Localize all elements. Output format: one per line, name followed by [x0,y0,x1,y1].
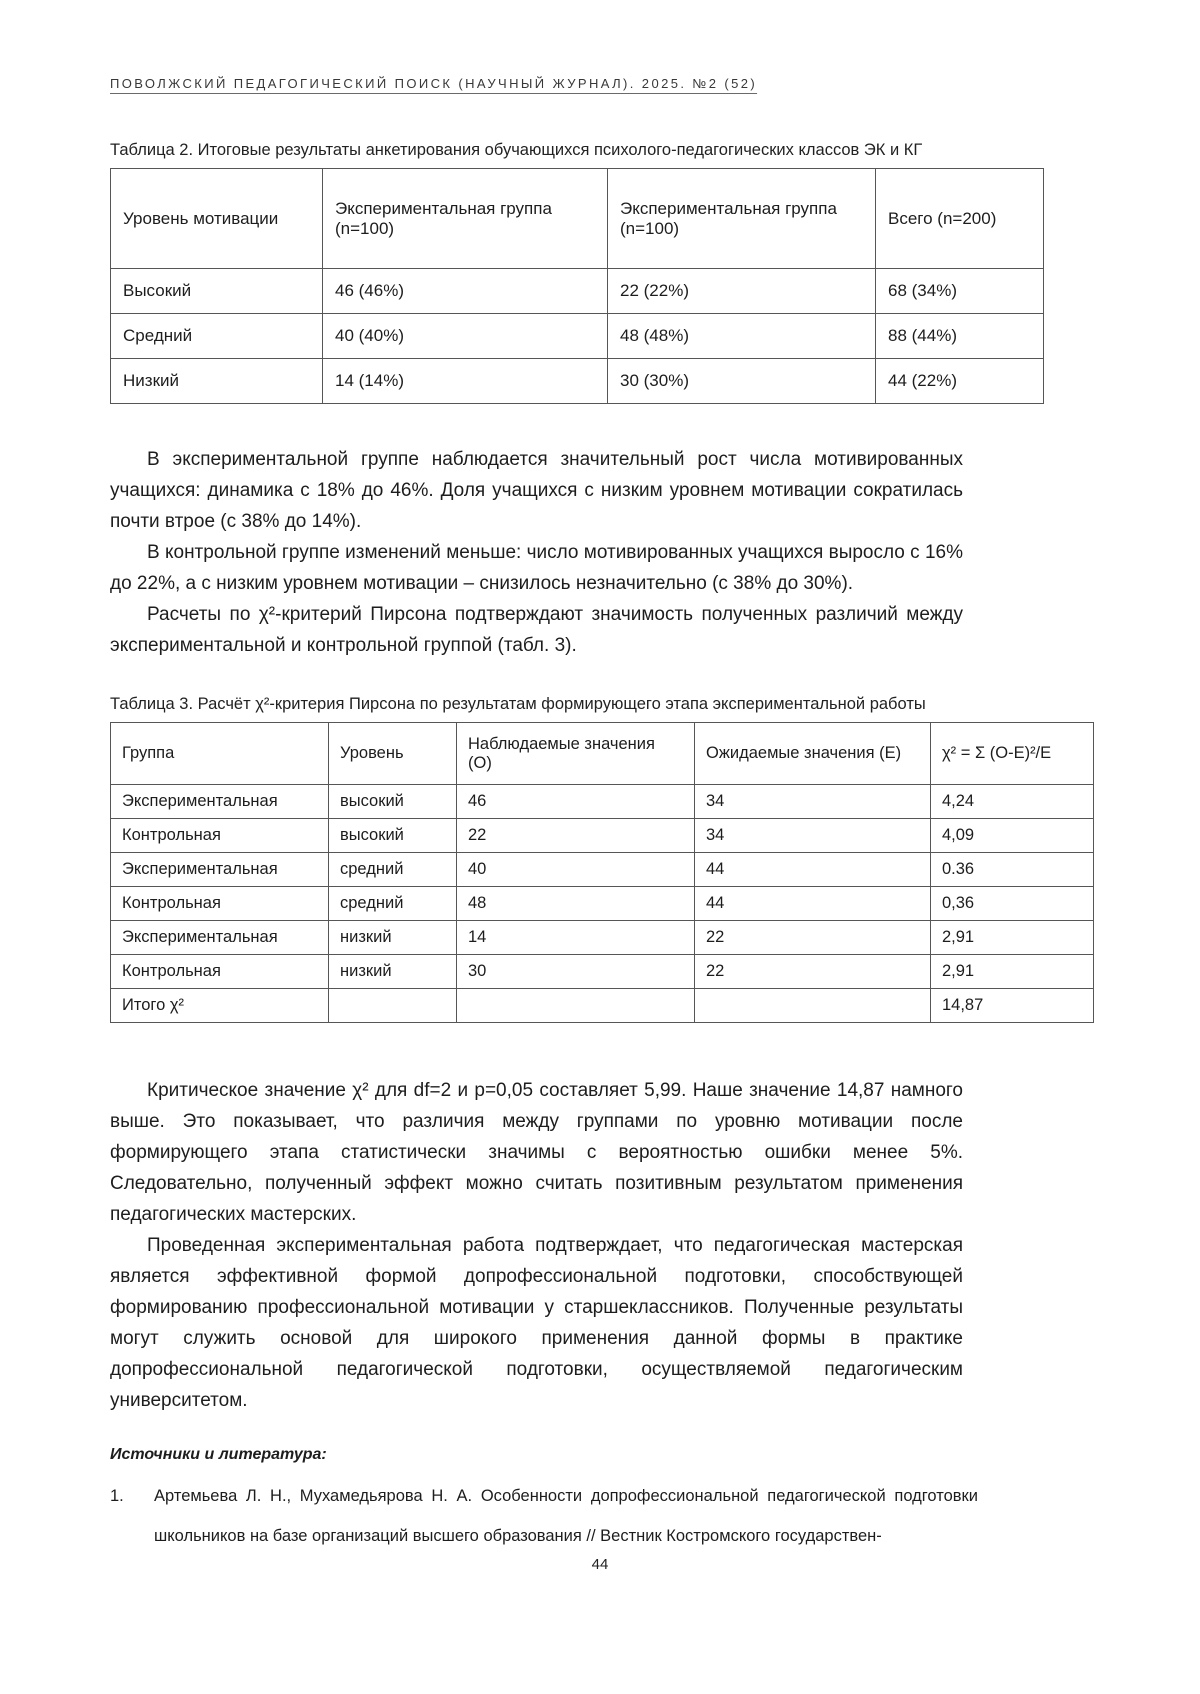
table-cell: низкий [329,955,457,989]
table2-header [111,169,1044,269]
paragraph: В контрольной группе изменений меньше: число мотивированных учащихся выросло с 16% до 22%, а с низким уровнем мотивации – снизилось незначительно (с 38% до 30%). [110,542,963,594]
table-cell: 44 [695,887,931,921]
table3-header-level: Уровень [329,723,457,785]
table-cell: Низкий [111,359,323,404]
table-cell: 40 [457,853,695,887]
table-row [111,269,1044,314]
table-cell: 0.36 [931,853,1094,887]
table2-header-total: Всего (n=200) [876,169,1044,269]
table-cell: 4,24 [931,785,1094,819]
table3-header-observed: Наблюдаемые значения (О) [457,723,695,785]
table-cell: Экспериментальная [111,853,329,887]
paragraph: Расчеты по χ²-критерий Пирсона подтверждают значимость полученных различий между экспериментальной и контрольной группой (табл. 3). [110,604,963,656]
page-number: 44 [591,1556,609,1573]
table-cell: 88 (44%) [876,314,1044,359]
table-cell: 48 (48%) [608,314,876,359]
table-row [111,314,1044,359]
table-cell: 46 [457,785,695,819]
table-row [111,853,1094,887]
table-cell: 68 (34%) [876,269,1044,314]
sources-section [110,1446,1085,1556]
table-cell: 14 (14%) [323,359,608,404]
table-cell: 30 [457,955,695,989]
table-cell: Экспериментальная [111,785,329,819]
table-cell: 48 [457,887,695,921]
table-header-row [111,723,1094,785]
table-row [111,785,1094,819]
table-row [111,921,1094,955]
paragraph: Критическое значение χ² для df=2 и p=0,05 составляет 5,99. Наше значение 14,87 намного выше. Это показывает, что различия между группами по уровню мотивации после формирующего этапа статистически значимы с вероятностью ошибки менее 5%. Следовательно, полученный эффект можно считать позитивным результатом применения педагогических мастерских. [110,1080,963,1225]
table-cell: высокий [329,819,457,853]
table-row [111,819,1094,853]
table2-header-experimental-group: Экспериментальная группа (n=100) [323,169,608,269]
reference-text: Артемьева Л. Н., Мухамедьярова Н. А. Особенности допрофессиональной педагогической подготовки школьников на базе организаций высшего образования // Вестник Костромского государствен- [154,1487,978,1545]
table2-motivation-results [110,168,1044,404]
table3-header-chi-formula: χ² = Σ (О-Е)²/Е [931,723,1094,785]
table-row [111,887,1094,921]
table-cell: Итого χ² [111,989,329,1023]
reference-number: 1. [110,1487,124,1505]
table3-header [111,723,1094,785]
table-cell: 44 [695,853,931,887]
table3-caption: Таблица 3. Расчёт χ²-критерия Пирсона по результатам формирующего этапа экспериментальной работы [110,695,926,713]
table-cell [695,989,931,1023]
table-cell: средний [329,887,457,921]
table-cell [329,989,457,1023]
table-row [111,955,1094,989]
table-cell: 22 [695,921,931,955]
table-cell [457,989,695,1023]
table-cell: 44 (22%) [876,359,1044,404]
table2-header-level: Уровень мотивации [111,169,323,269]
table-cell: Контрольная [111,819,329,853]
results-discussion-text [110,444,963,661]
table-cell: 14,87 [931,989,1094,1023]
table-cell: 34 [695,785,931,819]
table3-body [111,785,1094,1023]
table3-chi-square [110,722,1094,1023]
table-cell: Контрольная [111,955,329,989]
table3-header-group: Группа [111,723,329,785]
table-cell: 22 [695,955,931,989]
table-cell: Экспериментальная [111,921,329,955]
table-cell: Контрольная [111,887,329,921]
table-cell: 34 [695,819,931,853]
table-cell: 0,36 [931,887,1094,921]
table-cell: 22 (22%) [608,269,876,314]
table-row [111,359,1044,404]
table2-body [111,269,1044,404]
reference-item [110,1476,978,1556]
table-cell: 4,09 [931,819,1094,853]
paragraph: В экспериментальной группе наблюдается значительный рост числа мотивированных учащихся: динамика с 18% до 46%. Доля учащихся с низким уровнем мотивации сократилась почти втрое (с 38% до 14%). [110,449,963,532]
table-cell: 30 (30%) [608,359,876,404]
table-cell: 2,91 [931,921,1094,955]
table-row-total [111,989,1094,1023]
conclusion-text [110,1075,963,1416]
table2-caption: Таблица 2. Итоговые результаты анкетирования обучающихся психолого-педагогических классов ЭК и КГ [110,141,923,159]
table-cell: высокий [329,785,457,819]
paragraph: Проведенная экспериментальная работа подтверждает, что педагогическая мастерская является эффективной формой допрофессиональной подготовки, способствующей формированию профессиональной мотивации у старшеклассников. Полученные результаты могут служить основой для широкого применения данной формы в практике допрофессиональной педагогической подготовки, осуществляемой педагогическим университетом. [110,1235,963,1411]
table-cell: 22 [457,819,695,853]
journal-header: ПОВОЛЖСКИЙ ПЕДАГОГИЧЕСКИЙ ПОИСК (НАУЧНЫЙ ЖУРНАЛ). 2025. №2 (52) [110,76,758,91]
table2-header-control-group: Экспериментальная группа (n=100) [608,169,876,269]
table-cell: низкий [329,921,457,955]
table-cell: Высокий [111,269,323,314]
table-cell: средний [329,853,457,887]
table-cell: 40 (40%) [323,314,608,359]
table-cell: Средний [111,314,323,359]
table-cell: 14 [457,921,695,955]
table-cell: 2,91 [931,955,1094,989]
table-header-row [111,169,1044,269]
sources-heading: Источники и литература: [110,1446,327,1463]
table3-header-expected: Ожидаемые значения (Е) [695,723,931,785]
table-cell: 46 (46%) [323,269,608,314]
